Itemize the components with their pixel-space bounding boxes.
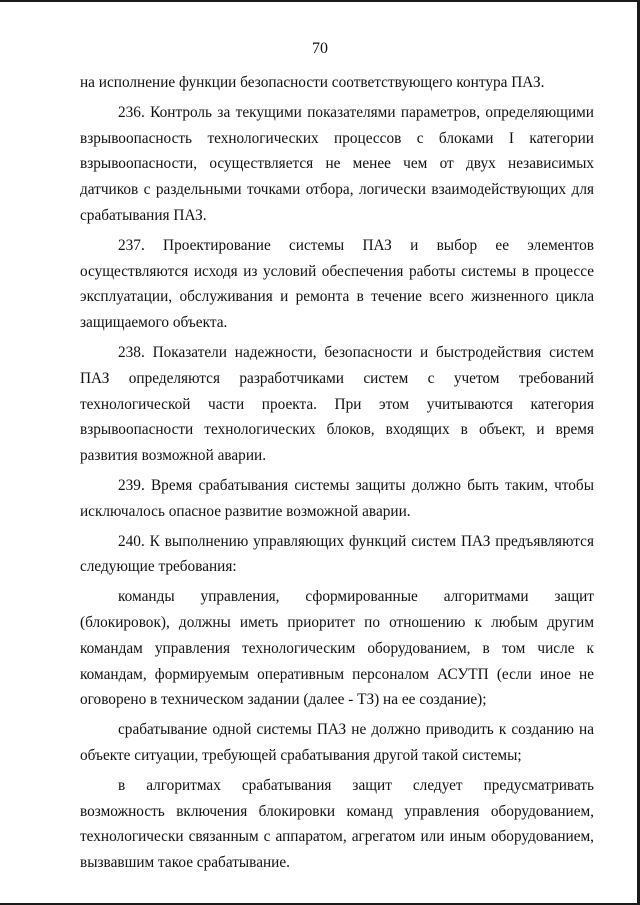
paragraph-236: 236. Контроль за текущими показателями параметров, определяющими взрывоопасность технологических процессов с блоками I категории взрывоопасности, осуществляется не менее чем от двух независимых датчиков с раздельными точками отбора, логически взаимодействующих для срабатывания ПАЗ. (80, 103, 594, 224)
document-body (80, 70, 594, 876)
paragraph-240: 240. К выполнению управляющих функций систем ПАЗ предъявляются следующие требования: (80, 532, 594, 576)
page-number: 70 (312, 40, 328, 57)
paragraph-continuation: на исполнение функции безопасности соответствующего контура ПАЗ. (80, 74, 545, 91)
list-item-no-cascade: срабатывание одной системы ПАЗ не должно приводить к созданию на объекте ситуации, требующей срабатывания другой такой системы; (80, 721, 594, 764)
list-item-blocking: в алгоритмах срабатывания защит следует предусматривать возможность включения блокировки команд управления оборудованием, технологически связанным с аппаратом, агрегатом или иным оборудованием, вызвавшим такое срабатывание. (80, 776, 594, 872)
paragraph-237: 237. Проектирование системы ПАЗ и выбор ее элементов осуществляются исходя из условий обеспечения работы системы в процессе эксплуатации, обслуживания и ремонта в течение всего жизненного цикла защищаемого объекта. (80, 236, 594, 332)
paragraph-239: 239. Время срабатывания системы защиты должно быть таким, чтобы исключалось опасное развитие возможной аварии. (80, 476, 594, 520)
list-item-command-priority: команды управления, сформированные алгоритмами защит (блокировок), должны иметь приоритет по отношению к любым другим командам управления технологическим оборудованием, в том числе к командам, формируемым оперативным персоналом АСУТП (если иное не оговорено в техническом задании (далее - ТЗ) на ее создание); (80, 588, 594, 709)
paragraph-238: 238. Показатели надежности, безопасности и быстродействия систем ПАЗ определяются разработчиками систем с учетом требований технологической части проекта. При этом учитываются категория взрывоопасности технологических блоков, входящих в объект, и время развития возможной аварии. (80, 343, 594, 465)
scan-edge-top (0, 0, 640, 2)
